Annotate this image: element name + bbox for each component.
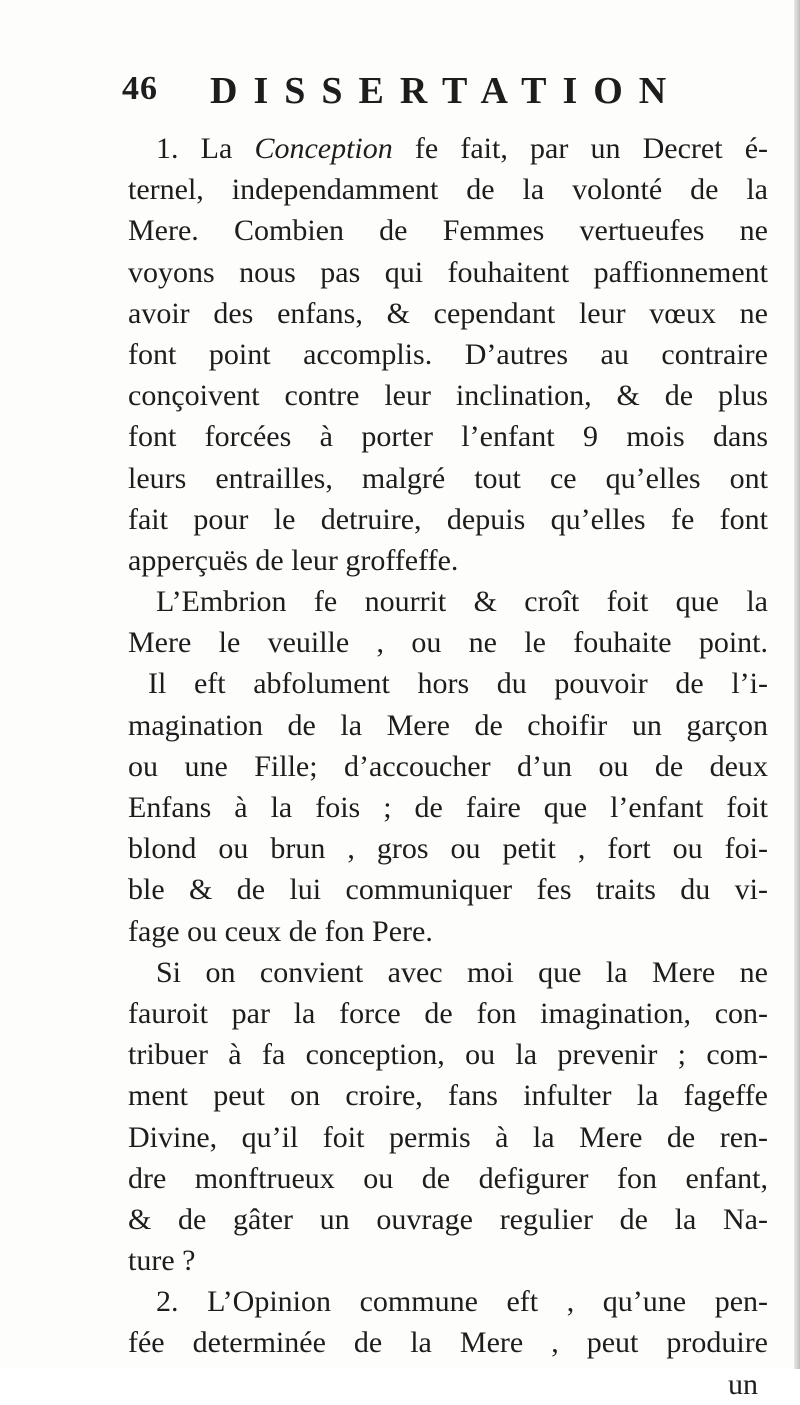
- text-line: [128, 499, 768, 540]
- line-content: fauroit par la force de fon imagination, con-: [128, 996, 768, 1030]
- line-content: leurs entrailles, malgré tout ce qu’elles ont: [128, 461, 768, 495]
- text-line: [128, 952, 768, 993]
- text-line: [128, 458, 768, 499]
- text-line: [128, 1240, 768, 1281]
- text-line: [128, 334, 768, 375]
- text-line: [128, 416, 768, 457]
- text-line: [128, 1034, 768, 1075]
- line-content: ternel, independamment de la volonté de la: [128, 173, 768, 207]
- text-line: [128, 1075, 768, 1116]
- line-content: fait pour le detruire, depuis qu’elles fe font: [128, 502, 768, 536]
- line-content: font point accomplis. D’autres au contraire: [128, 337, 768, 371]
- catchword: un: [728, 1367, 758, 1401]
- text-line: [128, 1322, 768, 1363]
- running-head: DISSERTATION: [210, 70, 683, 112]
- line-content: Il eft abfolument hors du pouvoir de l’i-: [148, 667, 768, 701]
- text-line: [128, 581, 768, 622]
- text-line: [128, 293, 768, 334]
- page-number: 46: [122, 70, 158, 107]
- line-content: blond ou brun , gros ou petit , fort ou foi-: [128, 832, 768, 866]
- italic-term: Conception: [254, 132, 393, 165]
- text-line: [128, 1117, 768, 1158]
- line-content: dre monftrueux ou de defigurer fon enfant,: [128, 1161, 768, 1195]
- line-content: Enfans à la fois ; de faire que l’enfant foit: [128, 791, 768, 824]
- text-line: [128, 375, 768, 416]
- line-content: ture ?: [128, 1244, 196, 1278]
- line-content: conçoivent contre leur inclination, & de plus: [128, 379, 768, 413]
- text-line: [128, 828, 768, 869]
- text-line: [128, 663, 768, 704]
- text-line: [128, 252, 768, 293]
- line-content: tribuer à fa conception, ou la prevenir ; com-: [128, 1038, 768, 1072]
- line-content: voyons nous pas qui fouhaitent paffionnement: [128, 255, 768, 289]
- line-content: ment peut on croire, fans infulter la fageffe: [128, 1079, 768, 1113]
- body-text: [128, 128, 768, 1405]
- line-content: font forcées à porter l’enfant 9 mois dans: [128, 420, 768, 454]
- text-line: [128, 911, 768, 952]
- text-line: [128, 1199, 768, 1240]
- page-header: [122, 70, 762, 120]
- line-content: Divine, qu’il foit permis à la Mere de ren-: [128, 1120, 768, 1154]
- text-line: [128, 128, 768, 169]
- line-content: avoir des enfans, & cependant leur vœux ne: [128, 296, 768, 330]
- text-line: [128, 993, 768, 1034]
- text-line: [128, 169, 768, 210]
- text-line: [128, 210, 768, 251]
- text-line: [128, 869, 768, 910]
- catchword-line: [128, 1364, 768, 1405]
- page-edge: [794, 0, 800, 1369]
- text-line: [128, 1281, 768, 1322]
- line-content: 1. La Conception fe fait, par un Decret é-: [156, 132, 768, 165]
- line-content: apperçuës de leur groffeffe.: [128, 543, 459, 577]
- text-line: [128, 622, 768, 663]
- text-line: [128, 540, 768, 581]
- line-content: fée determinée de la Mere , peut produire: [128, 1326, 768, 1360]
- text-line: [128, 1158, 768, 1199]
- line-content: fage ou ceux de fon Pere.: [128, 914, 433, 948]
- line-content: Mere le veuille , ou ne le fouhaite point.: [128, 626, 768, 660]
- line-content: 2. L’Opinion commune eft , qu’une pen-: [156, 1285, 768, 1319]
- line-content: ble & de lui communiquer fes traits du vi-: [128, 873, 768, 907]
- text-line: [128, 705, 768, 746]
- line-content: Si on convient avec moi que la Mere ne: [156, 955, 768, 989]
- line-content: magination de la Mere de choifir un garçon: [128, 708, 768, 742]
- line-content: Mere. Combien de Femmes vertueufes ne: [128, 214, 768, 248]
- text-line: [128, 787, 768, 828]
- line-content: ou une Fille; d’accoucher d’un ou de deux: [128, 749, 768, 783]
- line-content: L’Embrion fe nourrit & croît foit que la: [156, 585, 768, 619]
- text-line: [128, 746, 768, 787]
- line-content: & de gâter un ouvrage regulier de la Na-: [128, 1202, 768, 1236]
